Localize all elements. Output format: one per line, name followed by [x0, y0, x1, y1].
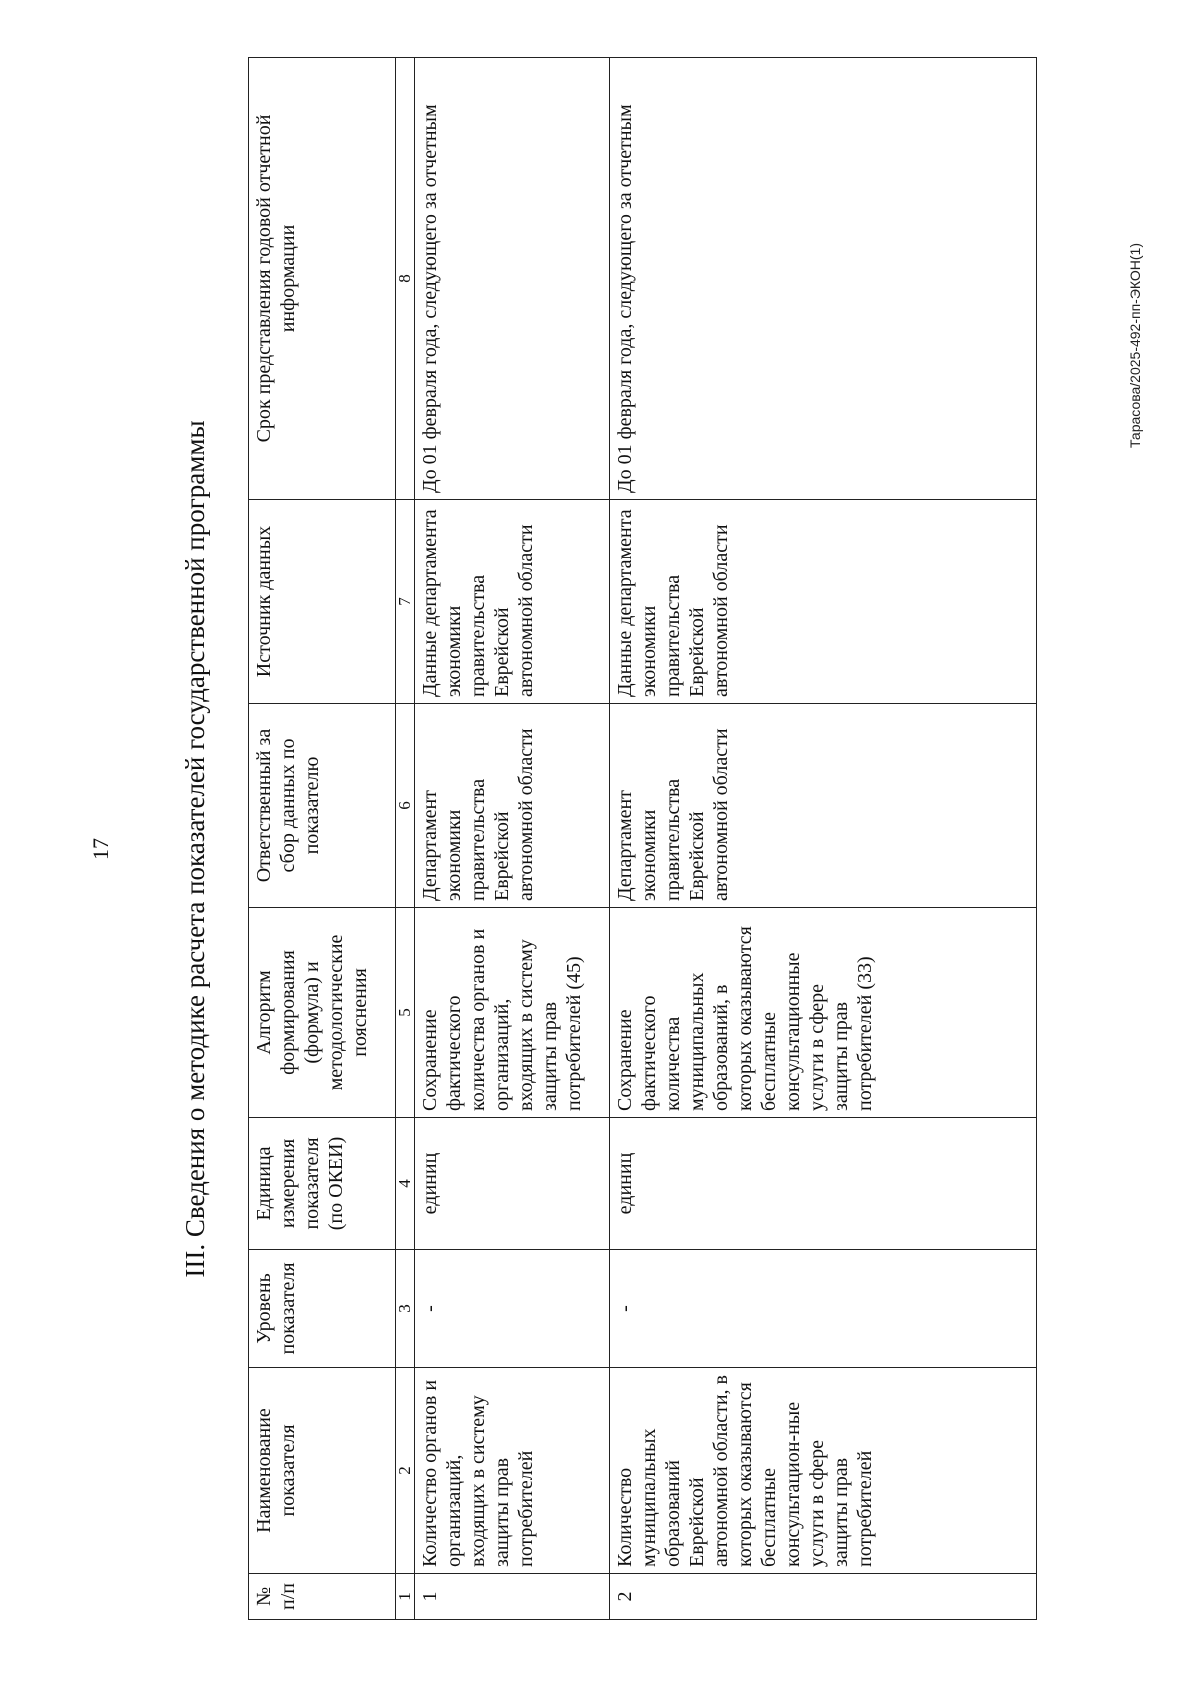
column-number: 3	[396, 1250, 415, 1368]
column-number: 2	[396, 1368, 415, 1574]
section-title: III. Сведения о методике расчета показателей государственной программы	[180, 420, 210, 1278]
table-row	[610, 58, 1037, 1620]
indicator-algorithm: Сохранение фактического количества органов и организаций, входящих в систему защиты прав потребителей (45)	[415, 908, 610, 1118]
page-number: 17	[88, 838, 113, 860]
indicator-name: Количество муниципальных образований Еврейской автономной области, в которых оказываются бесплатные консультацион-ные услуги в сфере защиты прав потребителей	[610, 1368, 1037, 1574]
indicator-level: -	[610, 1250, 1037, 1368]
indicator-deadline: До 01 февраля года, следующего за отчетным	[415, 58, 610, 500]
indicator-deadline: До 01 февраля года, следующего за отчетным	[610, 58, 1037, 500]
header-level: Уровень показателя	[249, 1250, 396, 1368]
document-code: Тарасова/2025-492-пп-ЭКОН(1)	[1127, 242, 1143, 448]
header-unit: Единица измерения показателя (по ОКЕИ)	[249, 1118, 396, 1250]
column-number: 5	[396, 908, 415, 1118]
column-number: 8	[396, 58, 415, 500]
indicator-source: Данные департамента экономики правительства Еврейской автономной области	[415, 500, 610, 704]
indicator-unit: единиц	[610, 1118, 1037, 1250]
header-number: № п/п	[249, 1574, 396, 1620]
table-header-row	[249, 58, 396, 1620]
header-deadline: Срок представления годовой отчетной информации	[249, 58, 396, 500]
indicator-source: Данные департамента экономики правительства Еврейской автономной области	[610, 500, 1037, 704]
indicator-unit: единиц	[415, 1118, 610, 1250]
indicator-name: Количество органов и организаций, входящих в систему защиты прав потребителей	[415, 1368, 610, 1574]
column-number: 7	[396, 500, 415, 704]
column-number: 4	[396, 1118, 415, 1250]
indicator-responsible: Департамент экономики правительства Еврейской автономной области	[610, 704, 1037, 908]
header-source: Источник данных	[249, 500, 396, 704]
row-number: 2	[610, 1574, 1037, 1620]
header-name: Наименование показателя	[249, 1368, 396, 1574]
column-number: 6	[396, 704, 415, 908]
indicator-level: -	[415, 1250, 610, 1368]
header-responsible: Ответственный за сбор данных по показателю	[249, 704, 396, 908]
column-numbers-row	[396, 58, 415, 1620]
indicator-responsible: Департамент экономики правительства Еврейской автономной области	[415, 704, 610, 908]
column-number: 1	[396, 1574, 415, 1620]
indicator-algorithm: Сохранение фактического количества муниципальных образований, в которых оказываются бесплатные консультационные услуги в сфере защиты прав потребителей (33)	[610, 908, 1037, 1118]
indicators-table	[248, 57, 1037, 1620]
table-row	[415, 58, 610, 1620]
row-number: 1	[415, 1574, 610, 1620]
header-algorithm: Алгоритм формирования (формула) и методологические пояснения	[249, 908, 396, 1118]
